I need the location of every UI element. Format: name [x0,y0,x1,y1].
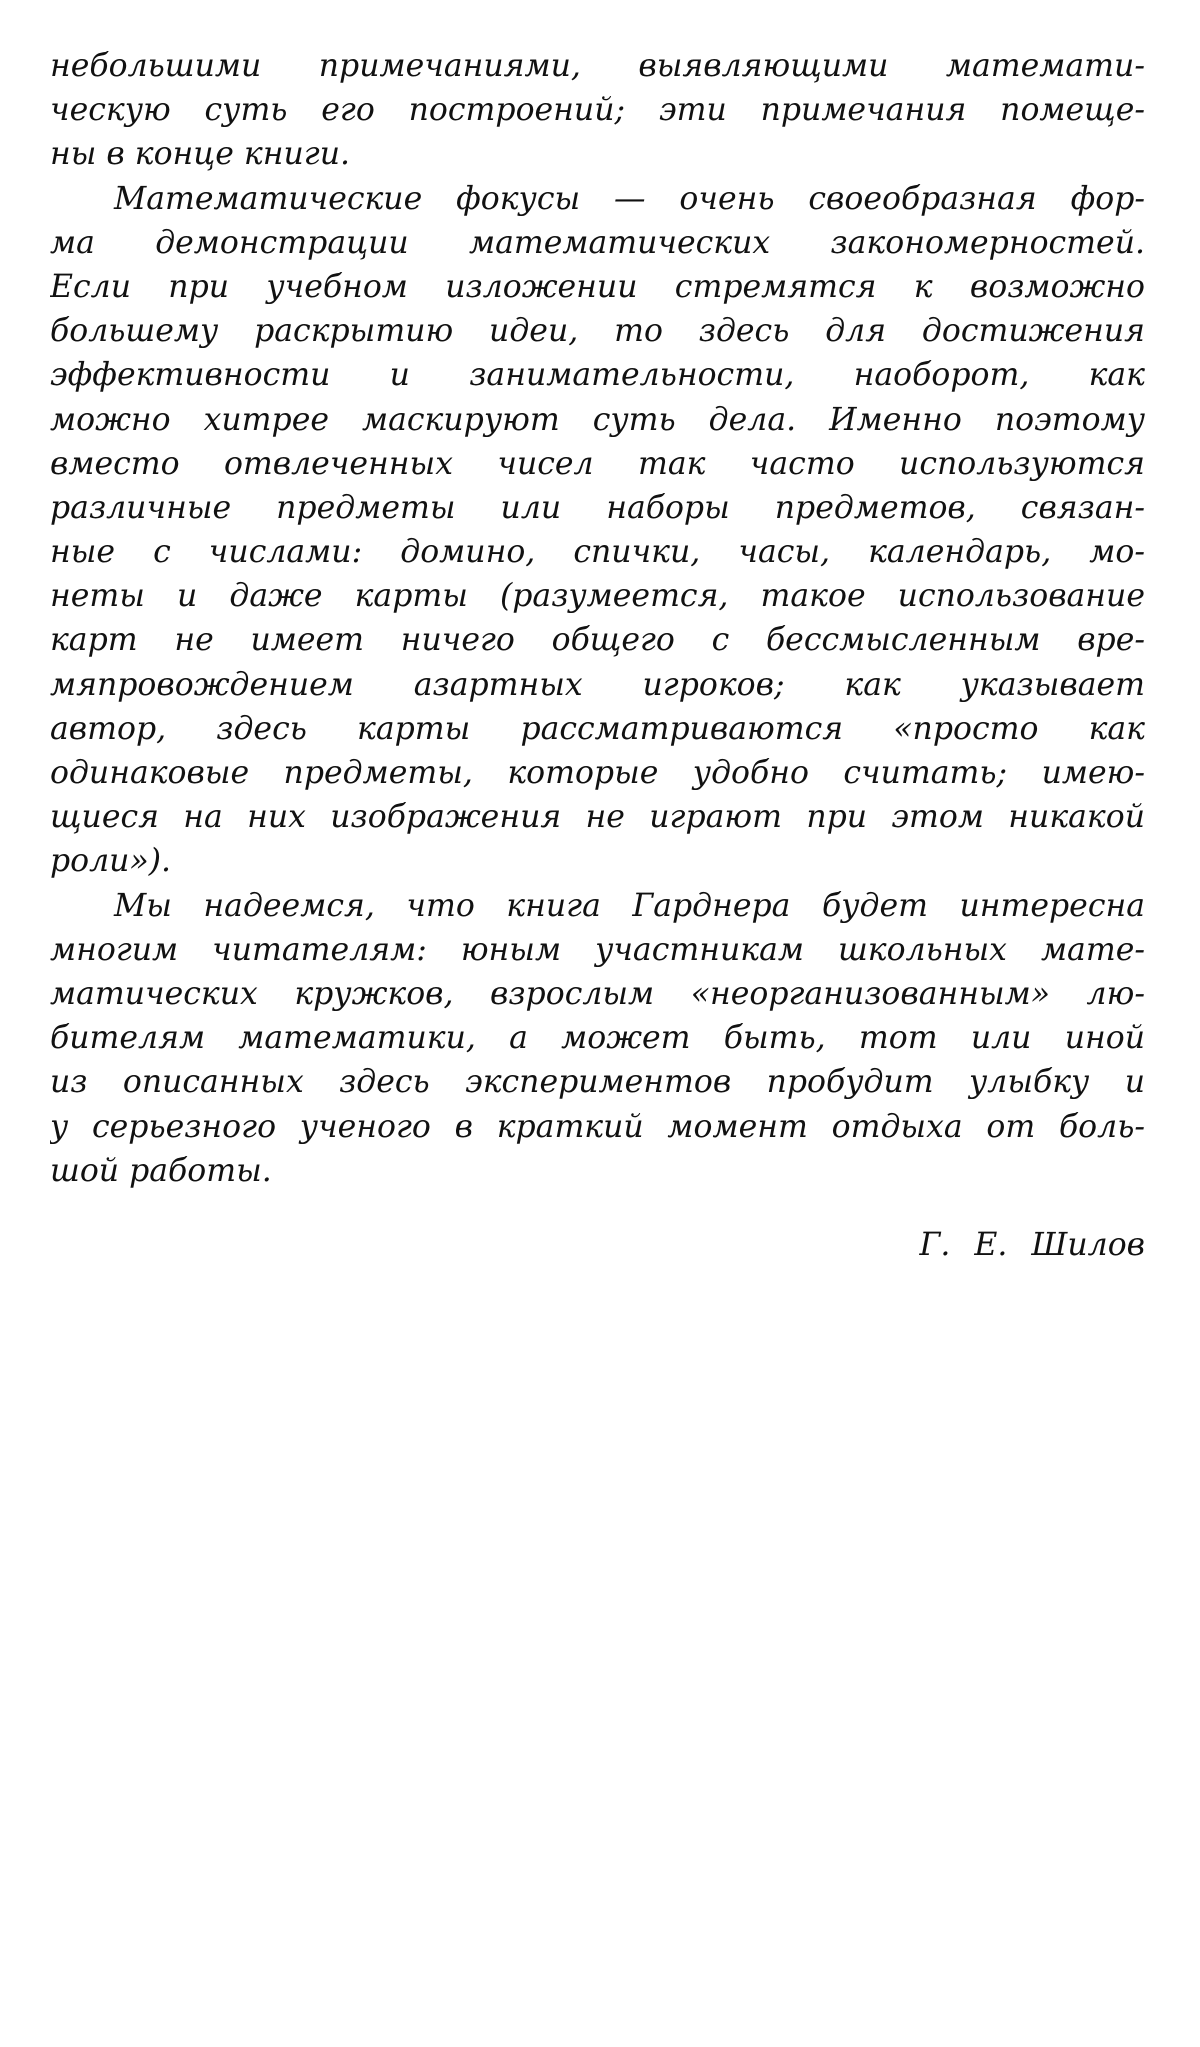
text-line: большему раскрытию идеи, то здесь для достижения [50,313,1145,350]
text-line: автор, здесь карты рассматриваются «просто как [50,710,1145,747]
text-line: матических кружков, взрослым «неорганизованным» лю- [50,975,1145,1012]
text-line: эффективности и занимательности, наоборот, как [50,357,1145,394]
text-line: бителям математики, а может быть, тот или иной [50,1020,1145,1057]
body-text [50,44,1145,1193]
author-signature: Г. Е. Шилов [919,1227,1145,1263]
text-line: ны в конце книги. [50,136,350,173]
text-line: ные с числами: домино, спички, часы, календарь, мо- [50,534,1145,571]
text-line: вместо отвлеченных чисел так часто используются [50,445,1145,482]
text-line: Мы надеемся, что книга Гарднера будет интересна [114,887,1145,924]
text-line: ма демонстрации математических закономерностей. [50,224,1145,261]
text-line: одинаковые предметы, которые удобно считать; имею- [50,755,1145,791]
text-line: из описанных здесь экспериментов пробудит улыбку и [50,1064,1145,1101]
text-line: небольшими примечаниями, выявляющими математи- [50,48,1145,84]
text-line: мяпровождением азартных игроков; как указывает [50,666,1145,703]
text-line: многим читателям: юным участникам школьных мате- [50,931,1145,968]
text-line: можно хитрее маскируют суть дела. Именно поэтому [50,401,1145,438]
text-line: карт не имеет ничего общего с бессмысленным вре- [50,622,1145,659]
text-line: Если при учебном изложении стремятся к возможно [50,268,1145,305]
text-line: Математические фокусы — очень своеобразная фор- [114,180,1145,217]
text-line: у серьезного ученого в краткий момент отдыха от боль- [50,1108,1145,1145]
text-line: ческую суть его построений; эти примечания помеще- [50,92,1145,129]
text-line: неты и даже карты (разумеется, такое использование [50,578,1145,615]
text-line: роли»). [50,843,172,880]
text-line: шой работы. [50,1152,272,1189]
text-line: щиеся на них изображения не играют при этом никакой [50,799,1145,836]
text-line: различные предметы или наборы предметов, связан- [50,489,1145,526]
